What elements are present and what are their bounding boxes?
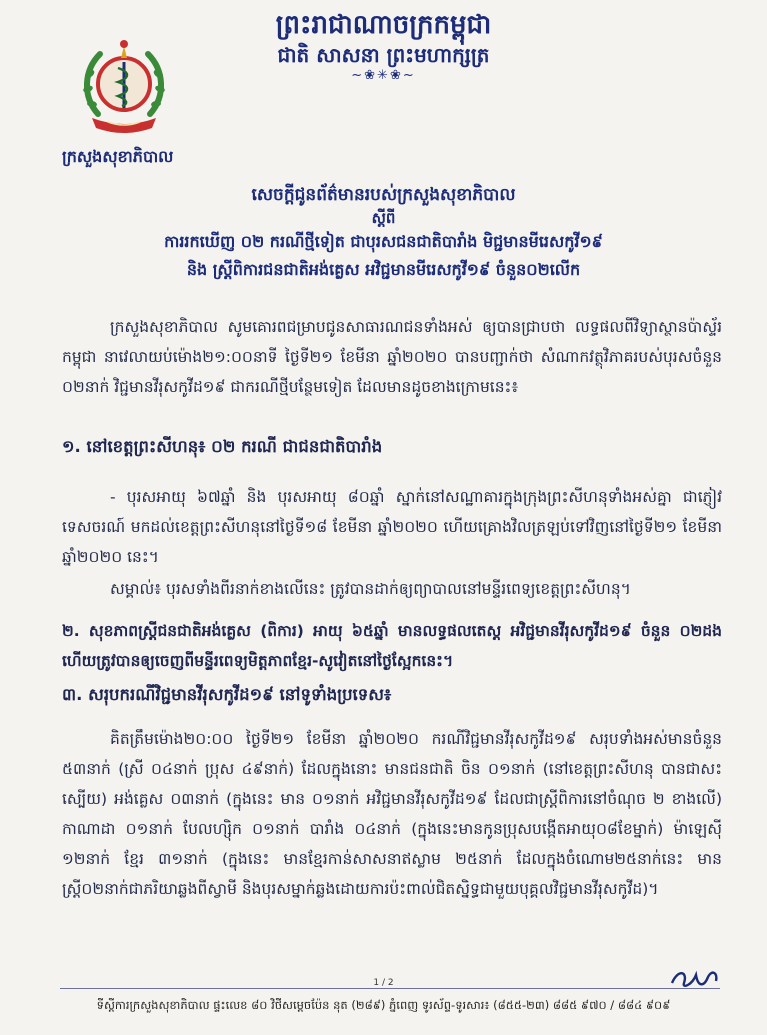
section-3-paragraph: គិតត្រឹមម៉ោង២០:០០ ថ្ងៃទី២១ ខែមីនា ឆ្នាំ២០២០ ករណីវិជ្ជមានវីរុសកូវីដ១៩ សរុបទាំងអស់មានចំនួន ៥៣នាក់ (ស្រី ០៤នាក់ ប្រុស ៤៩នាក់) ដែលក្នុងនោះ មានជនជាតិ ចិន ០១នាក់ (នៅខេត្តព្រះសីហនុ បានជាសះស្បើយ) អង់គ្លេស ០៣នាក់ (ក្នុងនេះ មាន ០១នាក់ អវិជ្ជមានវីរុសកូវីដ១៩ ដែលជាស្ត្រីពិការនៅចំណុច ២ ខាងលើ) កាណាដា ០១នាក់ បែលហ្ស៊ិក ០១នាក់ បារាំង ០៤នាក់ (ក្នុងនេះមានកូនប្រុសបង្កើតអាយុ០៨ខែម្នាក់) ម៉ាឡេស៊ី ១២នាក់ ខ្មែរ ៣១នាក់ (ក្នុងនេះ មានខ្មែរកាន់សាសនាឥស្លាម ២៥នាក់ ដែលក្នុងចំណោម២៥នាក់នេះ មានស្ត្រី០២នាក់ជាភរិយាឆ្លងពីស្វាមី និងបុរសម្នាក់ឆ្លងដោយការប៉ះពាល់ជិតស្និទ្ធជាមួយបុគ្គលវិជ្ជមានវីរុសកូវីដ)។ (62, 730, 722, 898)
national-motto: ជាតិ សាសនា ព្រះមហាក្សត្រ (277, 43, 490, 67)
intro-paragraph: ក្រសួងសុខាភិបាល សូមគោរពជម្រាបជូនសាធារណជនទាំងអស់ ឲ្យបានជ្រាបថា លទ្ធផលពីវិទ្យាស្ថានប៉ាស្ទ័រកម្ពុជា នាវេលាយប់ម៉ោង២១:០០នាទី ថ្ងៃទី២១ ខែមីនា ឆ្នាំ២០២០ បានបញ្ជាក់ថា សំណាកវត្ថុវិភាគរបស់បុរសចំនួន ០២នាក់ វិជ្ជមានវីរុសកូវីដ១៩ ជាករណីថ្មីបន្ថែមទៀត ដែលមានដូចខាងក្រោមនេះ៖ (62, 318, 722, 396)
section-1-heading: ១. នៅខេត្តព្រះសីហនុ៖ ០២ ករណី ជាជនជាតិបារាំង (62, 437, 383, 456)
footer-divider (60, 988, 720, 989)
header-ornament: ~❀✳❀~ (351, 68, 416, 83)
ministry-name: ក្រសួងសុខាភិបាល (62, 147, 174, 166)
section-1-detail: - បុរសអាយុ ៦៧ឆ្នាំ និង បុរសអាយុ ៨០ឆ្នាំ ស្នាក់នៅសណ្ឋាគារក្នុងក្រុងព្រះសីហនុទាំងអស់គ្នា ជាភ្ញៀវទេសចរណ៍ មកដល់ខេត្តព្រះសីហនុនៅថ្ងៃទី១៨ ខែមីនា ឆ្នាំ២០២០ ហើយគ្រោងវិលត្រឡប់ទៅវិញនៅថ្ងៃទី២១ ខែមីនា ឆ្នាំ២០២០ នេះ។ (62, 488, 722, 566)
title-line-2: ស្តីពី (371, 209, 396, 227)
title-line-3: ការរកឃើញ ០២ ករណីថ្មីទៀត ជាបុរសជនជាតិបារាំង មិជ្ជមានមីរេសកូវី១៩ (164, 232, 603, 251)
page-number: 1 / 2 (373, 978, 394, 988)
document-title (0, 182, 767, 284)
title-line-1: សេចក្តីជូនព័ត៌មានរបស់ក្រសួងសុខាភិបាល (251, 185, 516, 205)
section-2-paragraph: ២. សុខភាពស្ត្រីជនជាតិអង់គ្លេស (ពិការ) អាយុ ៦៥ឆ្នាំ មានលទ្ធផលតេស្ត អវិជ្ជមានវីរុសកូវីដ១៩ ចំនួន ០២ដង ហើយត្រូវបានឲ្យចេញពីមន្ទីរពេទ្យមិត្តភាពខ្មែរ-សូវៀតនៅថ្ងៃស្អែកនេះ។ (62, 622, 722, 670)
title-line-4: និង ស្ត្រីពិការជនជាតិអង់គ្លេស អវិជ្ជមានមីរេសកូវី១៩ ចំនួន០២លើក (186, 260, 581, 279)
ministry-logo-icon (78, 34, 170, 136)
section-3-heading: ៣. សរុបករណីវិជ្ជមានវីរុសកូវីដ១៩ នៅទូទាំងប្រទេស៖ (62, 685, 392, 704)
kingdom-header: ព្រះរាជាណាចក្រកម្ពុជា (275, 10, 492, 40)
section-1-note: សម្គាល់៖ បុរសទាំងពីរនាក់ខាងលើនេះ ត្រូវបានដាក់ឲ្យព្យាបាលនៅមន្ទីរពេទ្យខេត្តព្រះសីហនុ។ (110, 580, 631, 598)
footer-address: ទីស្តីការក្រសួងសុខាភិបាល ផ្ទះលេខ ៨០ វិថីសម្តេចប៉ែន នុត (២៨៩) ភ្នំពេញ ទូរស័ព្ទ-ទូរសារ៖ (៨៥៥-២៣) ៨៨៥ ៩៧០ / ៨៨៤ ៩០៩ (96, 998, 671, 1012)
